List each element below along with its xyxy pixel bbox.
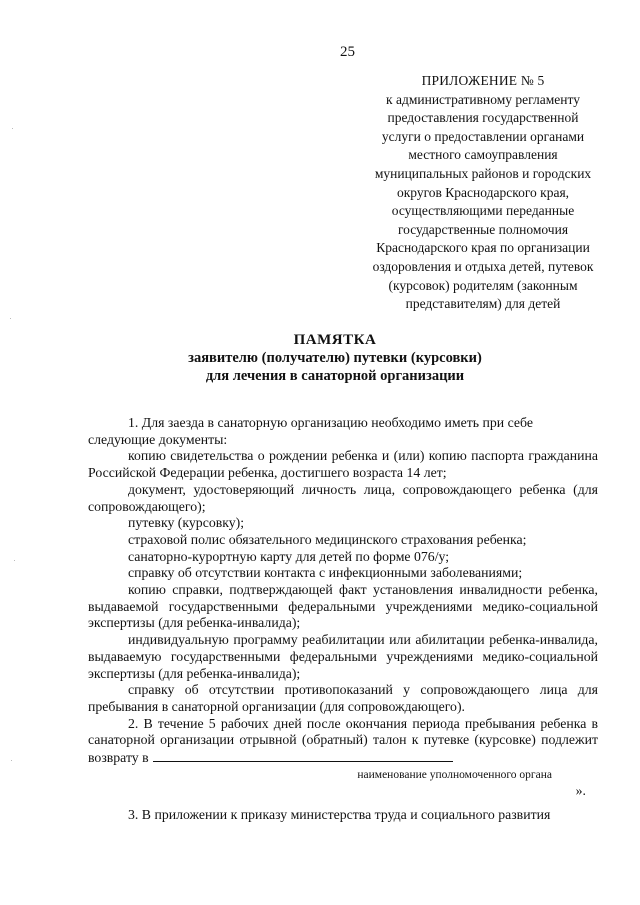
- doc-item: справку об отсутствии контакта с инфекционными заболеваниями;: [128, 565, 523, 581]
- scan-speck: [12, 128, 13, 129]
- item-2-end: ».: [575, 782, 586, 798]
- appendix-line: оздоровления и отдыха детей, путевок: [372, 258, 594, 274]
- appendix-line: к административному регламенту: [386, 91, 580, 107]
- appendix-title: ПРИЛОЖЕНИЕ № 5: [421, 73, 545, 88]
- doc-item: индивидуальную программу реабилитации или абилитации ребенка-инвалида, выдаваемую государственными федеральными учреждениями медико-социальной экспертизы (для ребенка-инвалида);: [88, 632, 598, 681]
- doc-item: копию справки, подтверждающей факт установления инвалидности ребенка, выдаваемой государственными федеральными учреждениями медико-социальной экспертизы (для ребенка-инвалида);: [88, 582, 598, 631]
- doc-item: документ, удостоверяющий личность лица, сопровождающего ребенка (для сопровождающего);: [88, 481, 598, 514]
- page-number: 25: [340, 44, 355, 60]
- item-3: 3. В приложении к приказу министерства труда и социального развития: [128, 807, 551, 823]
- appendix-line: местного самоуправления: [408, 147, 558, 163]
- item-1-intro: 1. Для заезда в санаторную организацию необходимо иметь при себе: [128, 415, 533, 430]
- doc-item: страховой полис обязательного медицинского страхования ребенка;: [128, 531, 527, 547]
- appendix-line: Краснодарского края по организации: [376, 240, 590, 256]
- item-1-intro-cont: следующие документы:: [88, 431, 228, 447]
- memo-heading: [120, 331, 550, 385]
- fill-in-blank: [153, 749, 453, 762]
- appendix-line: округов Краснодарского края,: [396, 184, 570, 200]
- doc-item: копию свидетельства о рождении ребенка и (или) копию паспорта гражданина Российской Федерации ребенка, достигшего возраста 14 лет;: [88, 448, 598, 481]
- appendix-line: муниципальных районов и городских: [374, 165, 592, 181]
- scan-speck: [11, 760, 12, 761]
- appendix-line: предоставления государственной: [387, 110, 579, 126]
- scan-speck: [14, 560, 15, 561]
- memo-title: ПАМЯТКА: [293, 332, 377, 348]
- appendix-line: государственные полномочия: [397, 221, 569, 237]
- item-2-text: 2. В течение 5 рабочих дней после окончания периода пребывания ребенка в санаторной организации отрывной (обратный) талон к путевке (курсовке) подлежит возврату в: [88, 715, 598, 766]
- appendix-line: услуги о предоставлении органами: [381, 128, 585, 144]
- scan-speck: [10, 318, 11, 319]
- doc-item: справку об отсутствии противопоказаний у сопровождающего лица для пребывания в санаторной организации (для сопровождающего).: [88, 682, 598, 714]
- memo-subtitle-1: заявителю (получателю) путевки (курсовки): [188, 350, 482, 366]
- memo-subtitle-2: для лечения в санаторной организации: [205, 368, 465, 384]
- item-2: [88, 716, 598, 767]
- spacer: [88, 799, 598, 807]
- memo-body: [88, 415, 598, 824]
- blank-caption: наименование уполномоченного органа: [357, 768, 552, 781]
- appendix-header: [352, 72, 614, 314]
- appendix-line: осуществляющими переданные: [391, 203, 575, 219]
- appendix-line: представителям) для детей: [405, 296, 561, 312]
- appendix-line: (курсовок) родителям (законным: [388, 277, 578, 293]
- doc-item: путевку (курсовку);: [128, 515, 245, 531]
- doc-item: санаторно-курортную карту для детей по форме 076/у;: [128, 548, 450, 564]
